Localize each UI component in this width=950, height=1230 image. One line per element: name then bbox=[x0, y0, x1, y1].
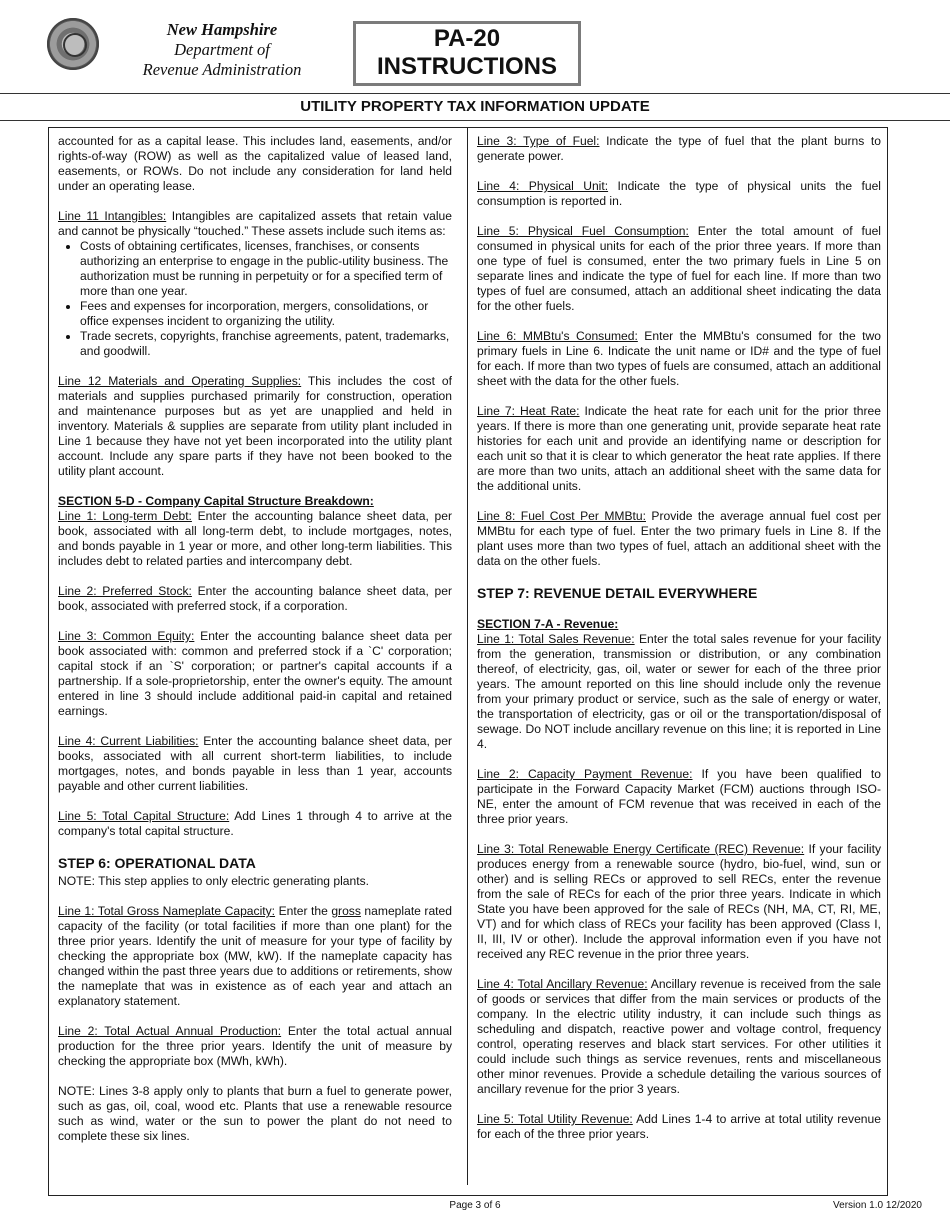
left-column bbox=[58, 134, 452, 1159]
line-3-fuel: Line 3: Type of Fuel: Indicate the type of fuel that the plant burns to generate power. bbox=[477, 134, 881, 163]
form-id-box bbox=[353, 21, 581, 86]
state-seal-logo bbox=[47, 18, 99, 70]
note-lines-3-8: NOTE: Lines 3-8 apply only to plants that burn a fuel to generate power, such as gas, oil, coal, wood etc. Plants that use a renewable resource such as wind, water or the sun to power the plant do not need to complete these six lines. bbox=[58, 1084, 452, 1143]
line-2-preferred-stock: Line 2: Preferred Stock: Enter the accounting balance sheet data, per book, associated with preferred stock, if a corporation. bbox=[58, 584, 452, 613]
form-id: PA-20 bbox=[433, 25, 501, 52]
step-6-heading: STEP 6: OPERATIONAL DATA bbox=[58, 855, 256, 871]
step-7-heading: STEP 7: REVENUE DETAIL EVERYWHERE bbox=[477, 585, 758, 601]
step7-line-4: Line 4: Total Ancillary Revenue: Ancillary revenue is received from the sale of goods or services that differ from the main services or products of the company. In the electric utility industry, it can include such things as scheduling and dispatch, reactive power and voltage control, frequency control, operating reserves and black start services. For other utilities it could include such things as service revenues, rents and miscellaneous other minor revenues. Provide a schedule detailing the various sources of ancillary revenue for the prior 3 years. bbox=[477, 977, 881, 1096]
paragraph: accounted for as a capital lease. This includes land, easements, and/or rights-of-way (ROW) as well as the capitalized value of leased land, easements, or ROWs. Do not include any consideration for land held under an operating lease. bbox=[58, 134, 452, 193]
header-rule bbox=[0, 93, 950, 94]
section-7a: SECTION 7-A - Revenue: Line 1: Total Sales Revenue: Enter the total sales revenue for your facility from the generation, transmission or distribution, or any combination thereof, of electricity, gas, oil, water or sewer for each of the three prior years. The amount reported on this line should include only the revenue from your primary product or service, such as the sale of energy or water, the transportation of electricity, gas or oil or the transportation/disposal of sewage. Do NOT include ancillary revenue on this line; it is reported in Line 4. bbox=[477, 617, 881, 751]
title-rule bbox=[0, 120, 950, 121]
line-8-fuel-cost: Line 8: Fuel Cost Per MMBtu: Provide the average annual fuel cost per MMBtu for each type of fuel. Enter the two primary fuels in Line 8. If the plant uses more than two types of fuel, attach an additional sheet with the data on the other fuels. bbox=[477, 509, 881, 568]
list-item: • Costs of obtaining certificates, licenses, franchises, or consents authorizing an enterprise to engage in the public-utility business. The authorization must be running in perpetuity or for a specified term of more than one year. bbox=[80, 239, 452, 299]
step6-line-1: Line 1: Total Gross Nameplate Capacity: Enter the gross nameplate rated capacity of the facility (or total facilities if more than one plant) for the three prior years. Identify the unit of measure for your type of facility by checking the appropriate box (MW, kW). If the nameplate capacity has changed within the past three years due to additions or retirements, show the nameplate that was in existence as of each year and attach an explanatory statement. bbox=[58, 904, 452, 1008]
step7-line-3: Line 3: Total Renewable Energy Certificate (REC) Revenue: If your facility produces energy from a renewable source (hydro, bio-fuel, wind, sun or other) and is selling RECs or approved to sell RECs, enter the revenue from the sale of RECs for each of the prior three years. Indicate in which State you have been approved for the sale of RECs (NH, MA, CT, RI, ME, VT) and for which class of RECs your facility has been approved (Class I, II, III, IV or other). Include the approval information even if you have not received any REC revenue in the prior three years. bbox=[477, 842, 881, 961]
step7-line-2: Line 2: Capacity Payment Revenue: If you have been qualified to participate in the Forward Capacity Market (FCM) auctions through ISO-NE, enter the amount of FCM revenue that was received in each of the three prior years. bbox=[477, 767, 881, 826]
intangibles-list bbox=[58, 239, 452, 359]
line-7-heat-rate: Line 7: Heat Rate: Indicate the heat rate for each unit for the prior three years. If there is more than one generating unit, provide separate heat rate histories for each unit and provide an identifying name or description for each unit so that it is clear to which generator the heat rate applies. If there are more than two units, attach an additional sheet with the same data for the additional units. bbox=[477, 404, 881, 493]
list-item: • Fees and expenses for incorporation, mergers, consolidations, or office expenses incident to organizing the utility. bbox=[80, 299, 452, 329]
line-5-total-capital: Line 5: Total Capital Structure: Add Lines 1 through 4 to arrive at the company's total capital structure. bbox=[58, 809, 452, 838]
section-5d: SECTION 5-D - Company Capital Structure Breakdown: Line 1: Long-term Debt: Enter the accounting balance sheet data, per book, associated with all long-term debt, to include mortgages, notes, and bonds payable in 1 year or more, and other long-term liabilities. This includes debt to related parties and intercompany debt. bbox=[58, 494, 452, 568]
page-title: UTILITY PROPERTY TAX INFORMATION UPDATE bbox=[300, 98, 650, 115]
right-column bbox=[477, 134, 881, 1157]
section-heading: SECTION 7-A - Revenue: bbox=[477, 617, 619, 631]
step6-line-2: Line 2: Total Actual Annual Production: Enter the total actual annual production for the three prior years. Identify the unit of measure by checking the appropriate box (MWh, kWh). bbox=[58, 1024, 452, 1068]
step-6-note: NOTE: This step applies to only electric generating plants. bbox=[58, 874, 370, 888]
line-12-materials: Line 12 Materials and Operating Supplies: This includes the cost of materials and supplies purchased primarily for construction, operation and maintenance purposes but as yet are unapplied and held in inventory. Materials & supplies are separate from utility plant included in Line 1 because they have not yet been incorporated into the utility plant account. Include any spare parts if they have not been booked to the utility plant account. bbox=[58, 374, 452, 478]
form-type: INSTRUCTIONS bbox=[377, 53, 557, 80]
column-divider bbox=[467, 127, 468, 1185]
step7-line-5: Line 5: Total Utility Revenue: Add Lines 1-4 to arrive at total utility revenue for each of the three prior years. bbox=[477, 1112, 881, 1141]
line-4-current-liabilities: Line 4: Current Liabilities: Enter the accounting balance sheet data, per books, associated with all current short-term liabilities, to include mortgages, notes, and bonds payable in less than 1 year, accounts payable and other current liabilities. bbox=[58, 734, 453, 793]
line-11-intangibles: Line 11 Intangibles: Intangibles are capitalized assets that retain value and cannot be physically “touched.” These assets include such items as: bbox=[58, 209, 452, 238]
line-3-common-equity: Line 3: Common Equity: Enter the accounting balance sheet data per book associated with: common and preferred stock if a `C' corporation; capital stock if an `S' corporation; or partner's capital accounts if a partnership. If a sole-proprietorship, enter the owner's equity. The amount entered in line 3 should include additional paid-in capital and retained earnings. bbox=[58, 629, 452, 718]
page-number: Page 3 of 6 bbox=[449, 1200, 501, 1211]
line-4-physical-unit: Line 4: Physical Unit: Indicate the type of physical units the fuel consumption is reported in. bbox=[477, 179, 881, 208]
list-item: • Trade secrets, copyrights, franchise agreements, patent, trademarks, and goodwill. bbox=[80, 329, 452, 359]
version-label: Version 1.0 12/2020 bbox=[833, 1200, 922, 1211]
line-6-mmbtu: Line 6: MMBtu's Consumed: Enter the MMBtu's consumed for the two primary fuels in Line 6. Indicate the unit name or ID# and the type of fuel for each. If more than two types of fuels are consumed, attach an additional sheet with the data for the other fuels. bbox=[477, 329, 881, 388]
section-heading: SECTION 5-D - Company Capital Structure Breakdown: bbox=[58, 494, 374, 508]
agency-name: New Hampshire Department of Revenue Administration bbox=[142, 20, 302, 79]
line-5-fuel-consumption: Line 5: Physical Fuel Consumption: Enter the total amount of fuel consumed in physical units for each of the prior three years. If more than one type of fuel is consumed, enter the two primary fuels in Line 5 on separate lines and indicate the type of fuel for each line. If more than two types of fuel are consumed, attach an additional sheet indicating the data for the other fuels. bbox=[477, 224, 881, 313]
